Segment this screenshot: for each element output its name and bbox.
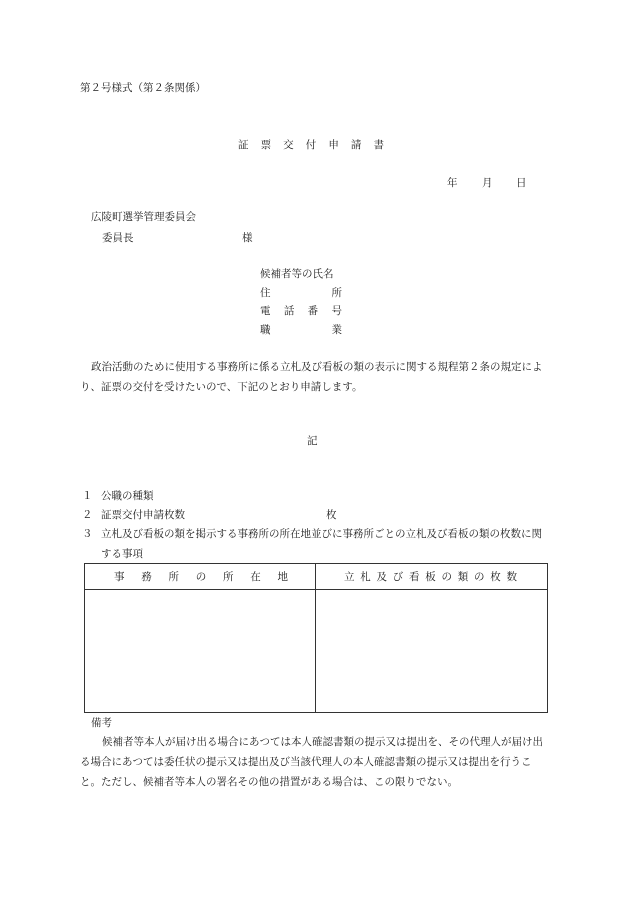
item-1-number: １ [82, 490, 93, 502]
title-char: 票 [260, 139, 272, 151]
item-2-number: ２ [82, 509, 93, 521]
chairman-label: 委員長 [102, 232, 134, 244]
title-char: 交 [283, 139, 294, 151]
date-year: 年 [447, 177, 458, 189]
table-header-count: 立 札 及 び 看 板 の 類 の 枚 数 [316, 564, 548, 590]
form-number: 第２号様式（第２条関係） [80, 82, 206, 94]
remarks-text: 候補者等本人が届け出る場合にあつては本人確認書類の提示又は提出を、その代理人が届け出る場合にあつては委任状の提示又は提出及び当該代理人の本人確認書類の提示又は提出を行うこと。ただし、候補者等本人の署名その他の措置がある場合は、この限りでない。 [80, 736, 543, 788]
item-3-number: ３ [82, 528, 93, 540]
ki-marker: 記 [307, 435, 318, 447]
document-title [238, 140, 384, 151]
item-2-text: 証票交付申請枚数 [101, 509, 185, 521]
applicant-phone-label: 電 話 番 号 [260, 305, 342, 317]
table-cell-location[interactable] [85, 590, 316, 713]
table-header-location: 事 務 所 の 所 在 地 [85, 564, 316, 590]
table-cell-count[interactable] [316, 590, 548, 713]
item-2-unit: 枚 [326, 509, 337, 521]
date-month: 月 [482, 177, 493, 189]
office-signboard-table [84, 563, 548, 713]
remarks-heading: 備考 [91, 717, 112, 729]
title-char: 請 [350, 139, 362, 151]
title-char: 付 [305, 139, 317, 151]
applicant-address-label: 住 所 [260, 287, 342, 299]
honorific: 様 [242, 232, 253, 244]
title-char: 申 [328, 139, 339, 151]
applicant-name-label: 候補者等の氏名 [260, 268, 334, 280]
request-body-text: 政治活動のために使用する事務所に係る立札及び看板の類の表示に関する規程第２条の規定により、証票の交付を受けたいので、下記のとおり申請します。 [80, 361, 543, 393]
date-day: 日 [516, 177, 527, 189]
item-1-text: 公職の種類 [101, 490, 154, 502]
committee-name: 広陵町選挙管理委員会 [91, 211, 196, 223]
applicant-occupation-label: 職 業 [260, 324, 342, 336]
title-char: 証 [238, 139, 249, 151]
item-3-text: 立札及び看板の類を掲示する事務所の所在地並びに事務所ごとの立札及び看板の類の枚数に関する事項 [101, 528, 542, 560]
title-char: 書 [373, 139, 384, 151]
